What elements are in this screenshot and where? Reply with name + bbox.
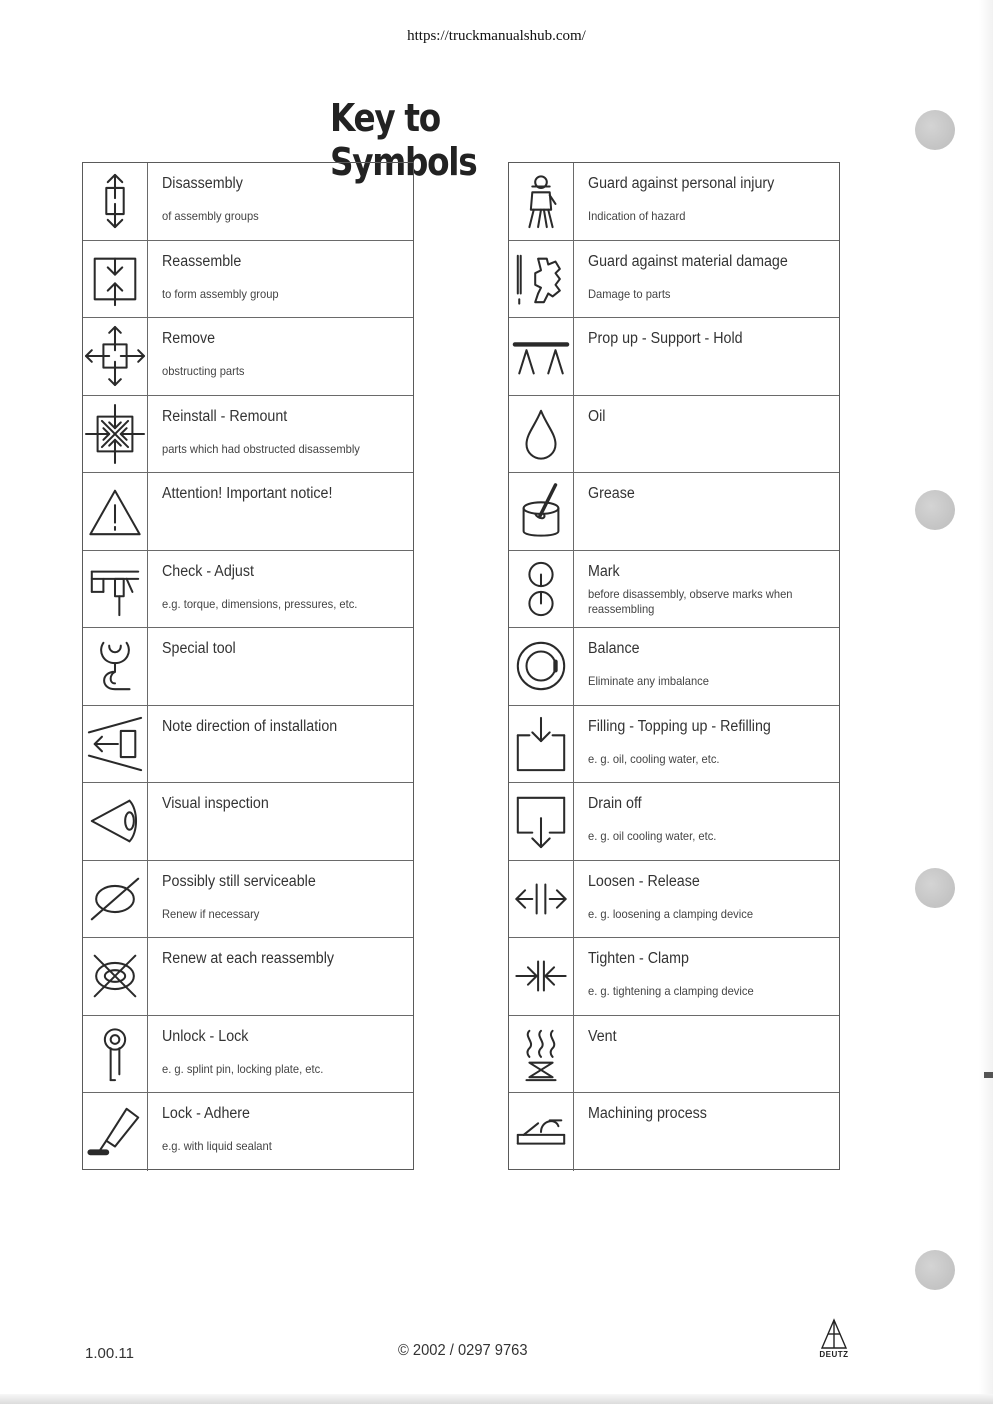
mark-icon	[509, 551, 574, 628]
symbol-label: Prop up - Support - Hold	[588, 330, 743, 347]
balance-icon	[509, 628, 574, 705]
symbol-description: Damage to parts	[588, 286, 671, 301]
symbol-description: Renew if necessary	[162, 906, 260, 921]
symbol-label: Guard against personal injury	[588, 175, 775, 192]
symbol-label: Filling - Topping up - Refilling	[588, 717, 771, 735]
special-tool-icon	[83, 628, 148, 705]
symbol-row	[83, 473, 413, 551]
symbol-label: Guard against material damage	[588, 252, 788, 270]
symbol-label: Drain off	[588, 795, 642, 812]
symbol-row	[83, 783, 413, 861]
filling-icon	[509, 706, 574, 783]
symbol-description: e. g. oil cooling water, etc.	[588, 829, 717, 843]
symbol-label: Check - Adjust	[162, 562, 254, 580]
eye-icon	[83, 783, 148, 860]
symbol-description: e.g. with liquid sealant	[162, 1139, 272, 1153]
symbol-label: Lock - Adhere	[162, 1105, 251, 1122]
symbol-label: Unlock - Lock	[162, 1027, 249, 1045]
symbol-row	[509, 861, 839, 939]
symbol-row	[83, 861, 413, 939]
gear-damage-icon	[509, 241, 574, 318]
sealant-tube-icon	[83, 1093, 148, 1171]
logo-text: DEUTZ	[819, 1350, 849, 1359]
symbol-label: Special tool	[162, 640, 236, 657]
symbol-row	[83, 1016, 413, 1094]
symbol-description: e. g. loosening a clamping device	[588, 906, 754, 921]
direction-icon	[83, 706, 148, 783]
copyright: © 2002 / 0297 9763	[398, 1342, 528, 1359]
symbol-description: e. g. splint pin, locking plate, etc.	[162, 1061, 324, 1076]
machining-icon	[509, 1093, 574, 1171]
binder-hole-icon	[915, 110, 955, 150]
prop-support-icon	[509, 318, 574, 395]
symbol-row	[509, 241, 839, 319]
symbol-label: Note direction of installation	[162, 717, 338, 735]
symbol-label: Mark	[588, 562, 620, 580]
symbol-label: Balance	[588, 640, 640, 657]
symbol-description: parts which had obstructed disassembly	[162, 441, 360, 456]
symbol-row	[83, 318, 413, 396]
symbol-row	[83, 396, 413, 474]
symbol-label: Renew at each reassembly	[162, 950, 335, 967]
symbol-label: Vent	[588, 1027, 617, 1045]
disassembly-icon	[83, 163, 148, 240]
edge-tab-mark	[984, 1072, 993, 1078]
person-guard-icon	[509, 163, 574, 240]
symbol-label: Loosen - Release	[588, 872, 700, 890]
symbol-description: Eliminate any imbalance	[588, 674, 709, 688]
symbol-description: to form assembly group	[162, 286, 279, 301]
source-url[interactable]: https://truckmanualshub.com/	[407, 28, 586, 44]
symbol-label: Machining process	[588, 1105, 707, 1122]
symbol-description: obstructing parts	[162, 364, 245, 378]
vent-icon	[509, 1016, 574, 1093]
symbol-row	[509, 1093, 839, 1171]
binder-hole-icon	[915, 868, 955, 908]
symbols-table-right	[508, 162, 840, 1170]
page-edge-shadow	[979, 0, 993, 1404]
symbol-row	[83, 1093, 413, 1171]
symbol-label: Grease	[588, 485, 635, 502]
symbol-label: Attention! Important notice!	[162, 485, 333, 502]
symbol-row	[509, 706, 839, 784]
loosen-icon	[509, 861, 574, 938]
grease-icon	[509, 473, 574, 550]
symbol-label: Reassemble	[162, 252, 242, 270]
symbol-row	[509, 163, 839, 241]
serviceable-icon	[83, 861, 148, 938]
symbols-table-left	[82, 162, 414, 1170]
binder-hole-icon	[915, 490, 955, 530]
symbol-row	[509, 938, 839, 1016]
symbol-label: Oil	[588, 407, 606, 425]
page-title: Key to Symbols	[330, 96, 477, 184]
symbol-row	[83, 551, 413, 629]
symbol-label: Reinstall - Remount	[162, 407, 288, 425]
symbol-row	[83, 628, 413, 706]
caliper-icon	[83, 551, 148, 628]
symbol-label: Tighten - Clamp	[588, 950, 689, 967]
symbol-description: Indication of hazard	[588, 209, 686, 223]
remove-icon	[83, 318, 148, 395]
symbol-label: Disassembly	[162, 175, 243, 192]
renew-icon	[83, 938, 148, 1015]
symbol-row	[83, 706, 413, 784]
cotter-pin-icon	[83, 1016, 148, 1093]
symbol-row	[83, 163, 413, 241]
symbol-row	[509, 396, 839, 474]
symbol-description: before disassembly, observe marks when reassembling	[588, 586, 793, 616]
symbol-description: e.g. torque, dimensions, pressures, etc.	[162, 596, 358, 611]
symbol-row	[83, 241, 413, 319]
page-number: 1.00.11	[85, 1345, 134, 1362]
symbol-label: Possibly still serviceable	[162, 872, 316, 890]
binder-hole-icon	[915, 1250, 955, 1290]
attention-icon	[83, 473, 148, 550]
symbol-row	[83, 938, 413, 1016]
symbol-row	[509, 318, 839, 396]
symbol-description: e. g. oil, cooling water, etc.	[588, 751, 720, 766]
reinstall-icon	[83, 396, 148, 473]
symbol-label: Visual inspection	[162, 795, 269, 812]
drain-icon	[509, 783, 574, 860]
reassemble-icon	[83, 241, 148, 318]
symbol-row	[509, 628, 839, 706]
symbol-label: Remove	[162, 330, 216, 347]
symbol-row	[509, 473, 839, 551]
symbol-row	[509, 551, 839, 629]
tighten-icon	[509, 938, 574, 1015]
symbol-description: e. g. tightening a clamping device	[588, 984, 754, 998]
symbol-row	[509, 1016, 839, 1094]
symbol-row	[509, 783, 839, 861]
oil-drop-icon	[509, 396, 574, 473]
page-edge-shadow	[0, 1394, 993, 1404]
symbol-description: of assembly groups	[162, 209, 259, 223]
